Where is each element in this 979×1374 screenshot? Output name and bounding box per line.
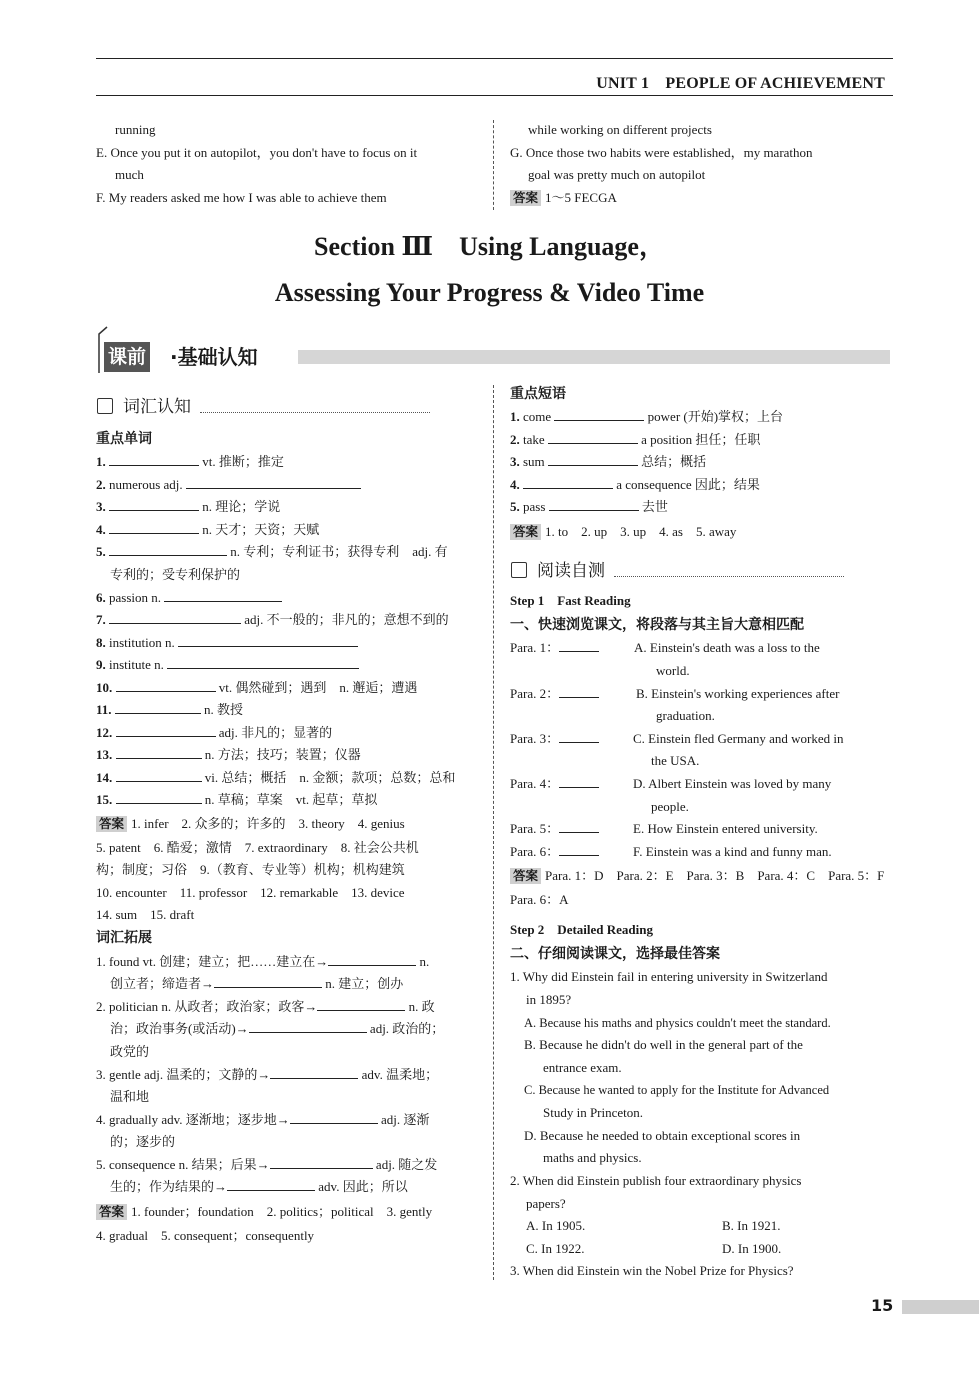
expand-line: 的；逐步的 [110,1134,176,1149]
expand-line: 3. gentle adj. 温柔的；文静的→ adv. 温柔地； [96,1067,439,1082]
vocab-item: 5. n. 专利；专利证书；获得专利 adj. 有 [96,544,448,559]
header-bottom-rule [96,95,893,96]
vocab-answer: 答案 1. infer 2. 众多的；许多的 3. theory 4. genius [96,815,405,833]
main-column-divider [493,385,494,1280]
question-2: 2. When did Einstein publish four extraordinary physics [510,1173,802,1188]
vocab-answer-line: 14. sum 15. draft [96,907,195,922]
section-title-line2: Assessing Your Progress & Video Time [274,278,705,307]
para-label: Para. 2： [510,685,599,703]
task2-title: 二、仔细阅读课文，选择最佳答案 [510,946,720,962]
reading-heading-icon [511,562,527,578]
vocab-item: 4. n. 天才；天资；天赋 [96,522,320,537]
expand-answer-line: 4. gradual 5. consequent；consequently [96,1228,315,1243]
expand-line: 4. gradually adv. 逐渐地；逐步地→ adj. 逐渐 [96,1112,430,1127]
expand-answer: 答案 1. founder；foundation 2. politics；political 3. gently [96,1203,432,1221]
para-option: A. Einstein's death was a loss to the [634,640,820,655]
section-title-line1: Section Ⅲ Using Language， [314,232,665,261]
top-answer [510,189,617,207]
para-label: Para. 6： [510,843,599,861]
expand-title: 词汇拓展 [96,930,152,946]
phrase-item: 5. pass 去世 [510,499,668,514]
vocab-item: 2. numerous adj. [96,476,361,494]
top-right-line: goal was pretty much on autopilot [528,167,706,182]
para-option-cont: graduation. [656,708,715,723]
q1-option: C. Because he wanted to apply for the Institute for Advanced [524,1083,830,1097]
vocab-answer-line: 构；制度；习俗 9.（教育、专业等）机构；机构建筑 [96,862,405,877]
question-2-cont: papers? [526,1196,566,1211]
vocab-item: 13. n. 方法；技巧；装置；仪器 [96,747,361,762]
expand-line: 创立者；缔造者→ n. 建立；创办 [110,976,404,991]
para-option-cont: people. [651,799,689,814]
answer-label: 答案 [96,1204,127,1220]
para-label: Para. 4： [510,775,599,793]
banner-tag: 课前 [104,342,150,372]
answer-text: 1～5 FECGA [545,190,617,205]
question-1-cont: in 1895? [526,992,572,1007]
heading-rule [614,576,844,577]
vocab-item: 11. n. 教授 [96,702,244,717]
q1-option: B. Because he didn't do well in the general part of the [524,1037,803,1052]
para-option: F. Einstein was a kind and funny man. [633,844,832,859]
vocab-item: 8. institution n. [96,634,358,652]
q1-option: D. Because he needed to obtain exceptional scores in [524,1128,801,1143]
top-right-line: while working on different projects [528,122,712,137]
page-number-bar [902,1300,979,1314]
task1-title: 一、快速浏览课文，将段落与其主旨大意相匹配 [510,617,804,633]
top-left-line: much [115,167,144,182]
q1-option: A. Because his maths and physics couldn't meet the standard. [524,1016,831,1030]
para-option-cont: world. [656,663,690,678]
answer-label: 答案 [510,190,541,206]
expand-line: 5. consequence n. 结果；后果→ adj. 随之发 [96,1157,438,1172]
reading-answer-line: Para. 6：A [510,892,569,907]
q2-option: B. In 1921. [722,1218,781,1233]
phrases-answer: 答案 1. to 2. up 3. up 4. as 5. away [510,523,736,541]
key-words-title: 重点单词 [96,431,152,447]
vocab-item: 12. adj. 非凡的；显著的 [96,725,333,740]
q2-option: C. In 1922. [526,1241,585,1256]
vocab-item-cont: 专利的；受专利保护的 [110,567,241,582]
q2-option: D. In 1900. [722,1241,782,1256]
para-label: Para. 5： [510,820,599,838]
reading-answer: 答案 Para. 1：D Para. 2：E Para. 3：B Para. 4：C Para. 5：F [510,867,884,885]
q1-option-cont: maths and physics. [543,1150,642,1165]
para-option: D. Albert Einstein was loved by many [633,776,832,791]
vocab-item: 6. passion n. [96,589,282,607]
top-right-line: G. Once those two habits were established，my marathon [510,145,813,160]
expand-line: 温和地 [110,1089,150,1104]
phrase-item: 4. a consequence 因此；结果 [510,477,760,492]
para-option-cont: the USA. [651,753,700,768]
step1-title: Step 1 Fast Reading [510,593,631,608]
answer-label: 答案 [510,524,541,540]
header-top-rule [96,58,893,59]
question-1: 1. Why did Einstein fail in entering university in Switzerland [510,969,828,984]
top-left-line: E. Once you put it on autopilot，you don't have to focus on it [96,145,418,160]
para-label: Para. 3： [510,730,599,748]
phrase-item: 2. take a position 担任；任职 [510,432,761,447]
expand-line: 生的；作为结果的→ adv. 因此；所以 [110,1179,408,1194]
q1-option-cont: entrance exam. [543,1060,622,1075]
para-option: C. Einstein fled Germany and worked in [633,731,844,746]
vocab-item: 15. n. 草稿；草案 vt. 起草；草拟 [96,792,378,807]
vocab-heading-icon [97,398,113,414]
page-number: 15 [871,1296,894,1315]
step2-title: Step 2 Detailed Reading [510,922,654,937]
vocab-item: 1. vt. 推断；推定 [96,454,284,469]
banner-text: ·基础认知 [170,345,258,369]
top-left-line: F. My readers asked me how I was able to achieve them [96,190,387,205]
vocab-answer-line: 5. patent 6. 酷爱；激情 7. extraordinary 8. 社会公共机 [96,840,419,855]
top-left-line: running [115,122,156,137]
phrase-item: 1. come power (开始)掌权；上台 [510,409,784,424]
expand-line: 治；政治事务(或活动)→ adj. 政治的； [110,1021,445,1036]
vocab-item: 14. vi. 总结；概括 n. 金额；款项；总数；总和 [96,770,456,785]
vocab-heading: 词汇认知 [123,397,191,417]
heading-rule [200,412,430,413]
unit-title: UNIT 1 PEOPLE OF ACHIEVEMENT [596,75,885,92]
q2-option: A. In 1905. [526,1218,586,1233]
vocab-item: 3. n. 理论；学说 [96,499,281,514]
para-option: E. How Einstein entered university. [633,821,818,836]
question-3: 3. When did Einstein win the Nobel Prize for Physics? [510,1263,794,1278]
vocab-item: 10. vt. 偶然碰到；遇到 n. 邂逅；遭遇 [96,680,418,695]
expand-line: 1. found vt. 创建；建立；把……建立在→ n. [96,954,430,969]
phrases-title: 重点短语 [510,386,566,402]
answer-label: 答案 [510,868,541,884]
answer-label: 答案 [96,816,127,832]
phrase-item: 3. sum 总结；概括 [510,454,707,469]
q1-option-cont: Study in Princeton. [543,1105,644,1120]
expand-line: 2. politician n. 从政者；政治家；政客→ n. 政 [96,999,435,1014]
para-option: B. Einstein's working experiences after [636,686,840,701]
vocab-item: 9. institute n. [96,656,359,674]
column-divider [493,120,494,210]
banner-bar [298,350,890,364]
expand-line: 政党的 [110,1044,150,1059]
vocab-answer-line: 10. encounter 11. professor 12. remarkable 13. device [96,885,405,900]
reading-heading: 阅读自测 [537,561,605,581]
para-label: Para. 1： [510,639,599,657]
vocab-item: 7. adj. 不一般的；非凡的；意想不到的 [96,612,449,627]
